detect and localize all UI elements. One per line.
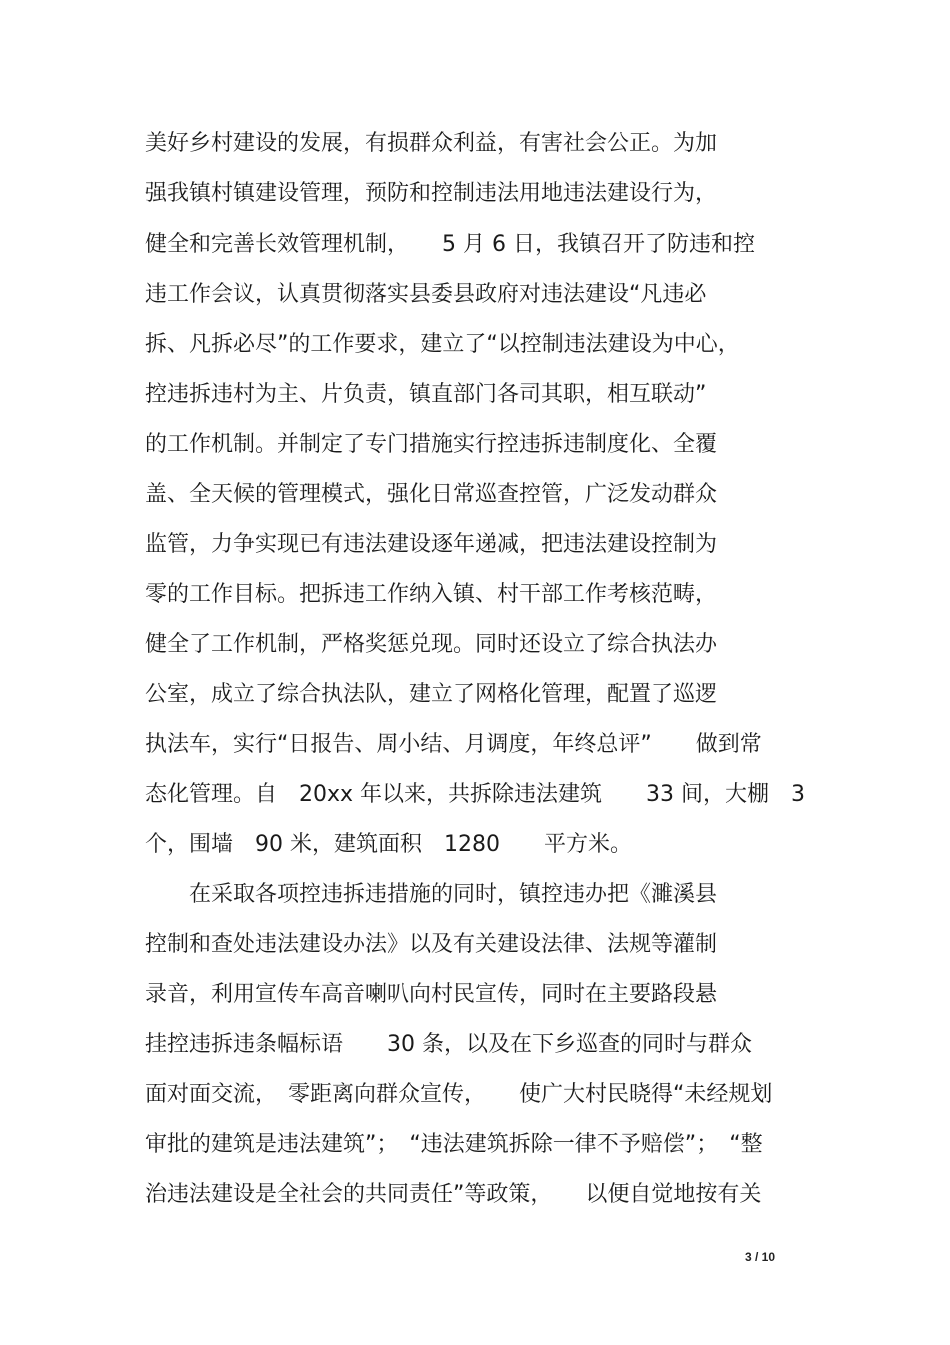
text-line: 治违法建设是全社会的共同责任”等政策， 以便自觉地按有关 [145, 1182, 762, 1207]
text-line: 审批的建筑是违法建筑”； “违法建筑拆除一律不予赔偿”； “整 [145, 1132, 763, 1157]
text-line: 强我镇村镇建设管理，预防和控制违法用地违法建设行为， [145, 181, 718, 206]
text-line: 执法车，实行“日报告、周小结、月调度，年终总评” 做到常 [145, 732, 762, 757]
text-line: 控违拆违村为主、片负责，镇直部门各司其职，相互联动” [145, 382, 707, 407]
text-line: 健全和完善长效管理机制， 5 月 6 日，我镇召开了防违和控 [145, 232, 755, 257]
text-line: 的工作机制。并制定了专门措施实行控违拆违制度化、全覆 [145, 432, 718, 457]
text-line: 录音，利用宣传车高音喇叭向村民宣传，同时在主要路段悬 [145, 982, 718, 1007]
text-line: 控制和查处违法建设办法》以及有关建设法律、法规等灌制 [145, 932, 718, 957]
text-line: 盖、全天候的管理模式，强化日常巡查控管，广泛发动群众 [145, 482, 718, 507]
text-line: 个，围墙 90 米，建筑面积 1280 平方米。 [145, 832, 632, 857]
text-line: 零的工作目标。把拆违工作纳入镇、村干部工作考核范畴， [145, 582, 718, 607]
text-line: 美好乡村建设的发展，有损群众利益，有害社会公正。为加 [145, 131, 718, 156]
text-line: 公室，成立了综合执法队，建立了网格化管理，配置了巡逻 [145, 682, 718, 707]
text-line: 态化管理。自 20xx 年以来，共拆除违法建筑 33 间，大棚 3 [145, 782, 806, 807]
text-line: 监管，力争实现已有违法建设逐年递减，把违法建设控制为 [145, 532, 718, 557]
text-line: 拆、凡拆必尽”的工作要求，建立了“以控制违法建设为中心， [145, 332, 740, 357]
text-line: 健全了工作机制，严格奖惩兑现。同时还设立了综合执法办 [145, 632, 718, 657]
text-line: 在采取各项控违拆违措施的同时，镇控违办把《濉溪县 [145, 882, 718, 907]
text-line: 面对面交流， 零距离向群众宣传， 使广大村民晓得“未经规划 [145, 1082, 773, 1107]
text-line: 违工作会议，认真贯彻落实县委县政府对违法建设“凡违必 [145, 282, 707, 307]
page-number: 3 / 10 [745, 1250, 776, 1264]
text-line: 挂控违拆违条幅标语 30 条，以及在下乡巡查的同时与群众 [145, 1032, 752, 1057]
